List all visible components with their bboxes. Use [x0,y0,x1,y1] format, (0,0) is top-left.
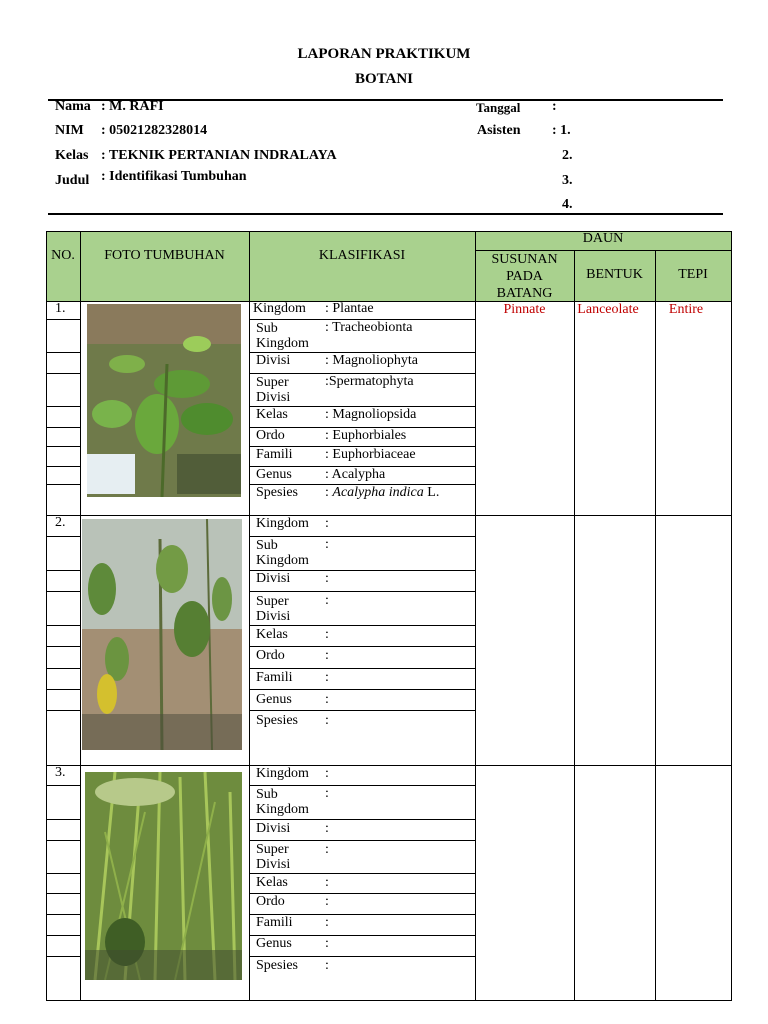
row-1-tepi: Entire [668,302,704,317]
report-title: LAPORAN PRAKTIKUM [297,46,471,62]
row-3-divisi-colon: : [325,821,329,836]
row-1-bentuk: Lanceolate [577,302,639,317]
spesies-italic-name: Acalypha indica [332,485,424,500]
row-3-famili-label: Famili [256,915,293,930]
asisten-2: 2. [562,148,573,163]
row-1-superdivisi-label [256,375,290,405]
spesies-suffix: L. [423,485,440,500]
row-2-superdivisi-colon: : [325,593,329,608]
nim-value: : 05021282328014 [101,123,208,138]
asisten-4: 4. [562,197,573,212]
asisten-label: Asisten [477,123,521,138]
row-1-famili-value: : Euphorbiaceae [325,447,416,462]
asisten-3: 3. [562,173,573,188]
nama-label: Nama [55,99,91,114]
plant-photo-2 [82,519,242,750]
header-tepi: TEPI [678,267,708,282]
plant-photo-3 [85,772,242,980]
row-3-subkingdom-label-1: Sub [256,787,278,802]
row-2-kingdom-label: Kingdom [256,516,309,531]
row-3-kingdom-label: Kingdom [256,766,309,781]
row-1-kelas-label: Kelas [256,407,288,422]
header-bentuk: BENTUK [586,267,643,282]
row-2-ordo-colon: : [325,648,329,663]
header-susunan-line1: SUSUNAN [491,252,558,267]
row-2-divisi-label: Divisi [256,571,291,586]
row-2-genus-colon: : [325,692,329,707]
tanggal-label: Tanggal [476,100,521,115]
row-2-famili-colon: : [325,670,329,685]
row-3-famili-colon: : [325,915,329,930]
row-1-famili-label: Famili [256,447,293,462]
row-1-superdivisi-value: :Spermatophyta [325,374,414,389]
row-3-genus-colon: : [325,936,329,951]
row-1-divisi-label: Divisi [256,353,291,368]
tanggal-colon: : [552,99,557,114]
row-2-spesies-label: Spesies [256,713,298,728]
header-klasifikasi: KLASIFIKASI [318,248,406,263]
row-1-subkingdom-label-2: Kingdom [256,336,309,351]
row-2-superdivisi-label [256,594,290,624]
header-foto: FOTO TUMBUHAN [104,248,225,263]
row-3-subkingdom-colon: : [325,786,329,801]
row-3-subkingdom-label-2: Kingdom [256,802,309,817]
row-1-genus-value: : Acalypha [325,467,386,482]
row-1-ordo-label: Ordo [256,428,285,443]
row-1-subkingdom-label [256,321,309,351]
row-1-genus-label: Genus [256,467,292,482]
row-2-subkingdom-label [256,538,309,568]
header-susunan [475,251,574,302]
row-1-superdivisi-label-2: Divisi [256,390,291,405]
kelas-label: Kelas [55,148,89,163]
row-2-subkingdom-colon: : [325,537,329,552]
row-3-divisi-label: Divisi [256,821,291,836]
row-3-ordo-label: Ordo [256,894,285,909]
report-subtitle: BOTANI [354,71,414,87]
row-3-subkingdom-label [256,787,309,817]
info-bottom-rule [48,213,723,215]
header-susunan-line3: BATANG [496,286,553,301]
row-2-superdivisi-label-2: Divisi [256,609,291,624]
plant-photo-1 [87,304,241,497]
row-3-kelas-label: Kelas [256,875,288,890]
row-3-spesies-label: Spesies [256,958,298,973]
row-2-kelas-label: Kelas [256,627,288,642]
row-3-superdivisi-colon: : [325,842,329,857]
judul-value: : Identifikasi Tumbuhan [101,169,247,184]
row-2-superdivisi-label-1: Super [256,594,289,609]
row-1-subkingdom-label-1: Sub [256,321,278,336]
row-2-kingdom-colon: : [325,516,329,531]
row-1-divisi-value: : Magnoliophyta [325,353,418,368]
row-1-kingdom-label: Kingdom [253,301,306,316]
nama-value: : M. RAFI [101,99,164,114]
judul-label: Judul [55,173,90,188]
spesies-prefix: : [325,485,333,500]
row-2-kelas-colon: : [325,627,329,642]
header-susunan-line2: PADA [506,269,543,284]
asisten-1: : 1. [552,123,571,138]
row-3-kelas-colon: : [325,875,329,890]
row-1-superdivisi-label-1: Super [256,375,289,390]
row-3-genus-label: Genus [256,936,292,951]
row-1-kingdom-value: : Plantae [325,301,374,316]
row-1-subkingdom-value: : Tracheobionta [325,320,413,335]
row-2-genus-label: Genus [256,692,292,707]
row-1-ordo-value: : Euphorbiales [325,428,407,443]
row-2-divisi-colon: : [325,571,329,586]
row-1-kelas-value: : Magnoliopsida [325,407,417,422]
row-3-superdivisi-label [256,842,290,872]
row-2-subkingdom-label-1: Sub [256,538,278,553]
row-3-superdivisi-label-1: Super [256,842,289,857]
row-3-spesies-colon: : [325,958,329,973]
row-2-ordo-label: Ordo [256,648,285,663]
row-3-ordo-colon: : [325,894,329,909]
row-1-spesies-label: Spesies [256,485,298,500]
header-no: NO. [51,248,75,263]
row-1-susunan: Pinnate [503,302,546,317]
row-2-spesies-colon: : [325,713,329,728]
row-3-kingdom-colon: : [325,766,329,781]
row-2-number: 2. [55,515,66,530]
row-1-number: 1. [55,301,66,316]
kelas-value: : TEKNIK PERTANIAN INDRALAYA [101,148,337,163]
row-2-famili-label: Famili [256,670,293,685]
row-3-superdivisi-label-2: Divisi [256,857,291,872]
header-daun: DAUN [582,231,624,246]
nim-label: NIM [55,123,84,138]
row-2-subkingdom-label-2: Kingdom [256,553,309,568]
row-3-number: 3. [55,765,66,780]
row-1-spesies-value [325,485,439,501]
